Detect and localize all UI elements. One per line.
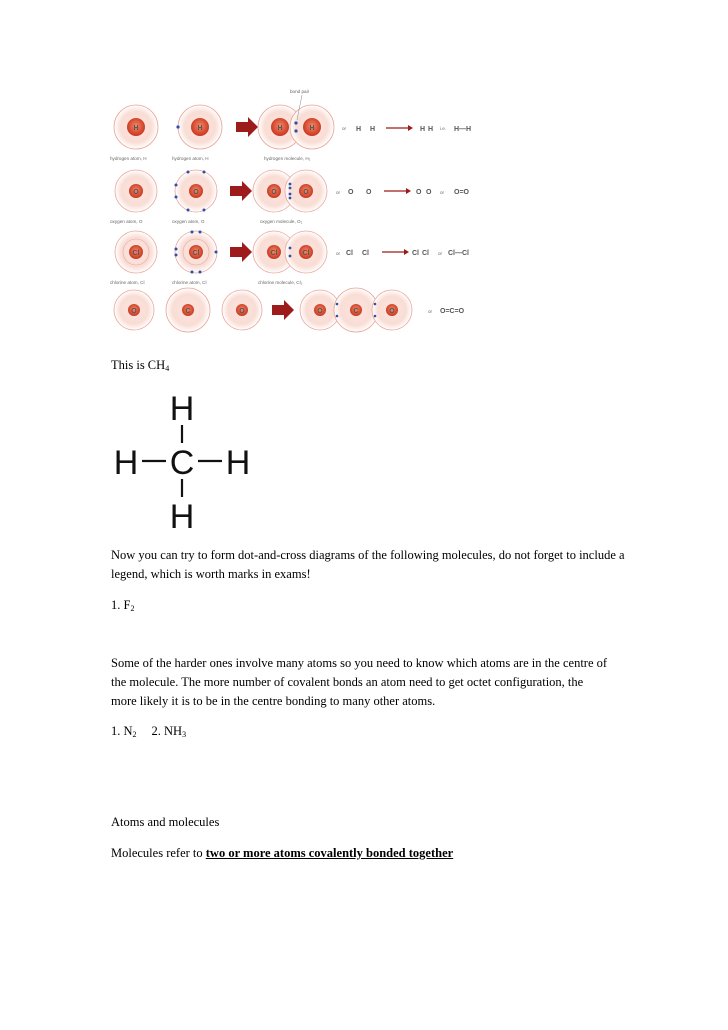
svg-text:or: or — [440, 190, 445, 195]
svg-text:i.e.: i.e. — [440, 126, 447, 131]
svg-text:Cl: Cl — [270, 250, 278, 257]
svg-text:Cl: Cl — [302, 250, 310, 257]
svg-text:O=O: O=O — [454, 189, 469, 196]
svg-text:Cl: Cl — [422, 250, 429, 257]
svg-text:O: O — [416, 189, 422, 196]
svg-text:or: or — [336, 190, 341, 195]
svg-text:or: or — [438, 251, 443, 256]
exercise-list-1: 1. $F_2$ — [111, 598, 135, 613]
svg-text:hydrogen atom, H: hydrogen atom, H — [172, 156, 209, 161]
svg-text:O: O — [348, 189, 354, 196]
svg-text:H: H — [277, 125, 283, 132]
svg-text:H—H: H—H — [454, 126, 472, 133]
oxygen-row — [110, 170, 470, 224]
svg-text:Cl: Cl — [346, 250, 353, 257]
svg-text:oxygen atom, O: oxygen atom, O — [172, 219, 205, 224]
svg-text:O: O — [366, 189, 372, 196]
svg-text:C: C — [185, 308, 191, 315]
methane-structure-figure — [112, 388, 252, 530]
svg-text:or: or — [336, 251, 341, 256]
svg-text:Cl: Cl — [412, 250, 419, 257]
reaction-arrow-icon — [230, 181, 252, 201]
hydrogen-top: H — [169, 390, 195, 428]
svg-text:H: H — [356, 126, 362, 133]
svg-text:Cl: Cl — [132, 250, 140, 257]
svg-text:H: H — [309, 125, 315, 132]
chlorine-row — [110, 231, 469, 286]
covalent-bonding-figure — [108, 84, 480, 338]
hydrogen-bottom: H — [169, 498, 195, 530]
carbon-dioxide-row — [114, 288, 465, 332]
svg-text:hydrogen atom, H: hydrogen atom, H — [110, 156, 147, 161]
svg-text:chlorine atom, Cl: chlorine atom, Cl — [172, 280, 207, 285]
svg-text:O: O — [131, 308, 137, 315]
hydrogen-right: H — [225, 444, 251, 482]
svg-text:oxygen atom, O: oxygen atom, O — [110, 219, 143, 224]
carbon-center: C — [169, 444, 195, 482]
svg-text:O: O — [271, 189, 277, 196]
svg-text:oxygen molecule, O₂: oxygen molecule, O₂ — [260, 219, 303, 224]
harder-molecules-paragraph: Some of the harder ones involve many atoms so you need to know which atoms are in the centre of the molecule. The more number of covalent bonds an atom need to get octet configuration, the more likely it is to be in the centre bonding to many other atoms. — [111, 656, 608, 708]
definition-emphasis: two or more atoms covalently bonded together — [205, 846, 454, 860]
svg-text:O: O — [303, 189, 309, 196]
nucleus-symbol: H — [133, 125, 139, 132]
svg-text:O: O — [389, 308, 395, 315]
svg-text:chlorine molecule, Cl₂: chlorine molecule, Cl₂ — [258, 280, 303, 285]
exercise-list-2: 1. $N_2$ 2. $NH_3$ — [111, 724, 187, 739]
svg-text:O: O — [193, 189, 199, 196]
svg-text:O: O — [426, 189, 432, 196]
svg-text:Cl—Cl: Cl—Cl — [448, 250, 469, 257]
svg-text:O: O — [317, 308, 323, 315]
svg-text:H: H — [420, 126, 426, 133]
hydrogen-left: H — [113, 444, 139, 482]
svg-text:Cl: Cl — [362, 250, 369, 257]
svg-text:or: or — [342, 126, 347, 131]
hydrogen-row — [110, 89, 471, 161]
svg-text:H: H — [428, 126, 434, 133]
section-heading: Atoms and molecules — [111, 815, 220, 829]
svg-text:H: H — [370, 126, 376, 133]
bond-pair-label: bond pair — [290, 89, 310, 94]
nucleus-symbol: H — [197, 125, 203, 132]
svg-text:or: or — [428, 309, 433, 314]
svg-text:hydrogen molecule, H₂: hydrogen molecule, H₂ — [264, 156, 311, 161]
svg-text:Cl: Cl — [192, 250, 200, 257]
svg-text:O: O — [133, 189, 139, 196]
reaction-arrow-icon — [272, 300, 294, 320]
molecules-definition: Molecules refer to two or more atoms covalently bonded together — [111, 846, 454, 860]
instruction-paragraph: Now you can try to form dot-and-cross diagrams of the following molecules, do not forget to include a legend, which is worth marks in exams! — [111, 548, 625, 581]
reaction-arrow-icon — [236, 117, 258, 137]
svg-text:O: O — [239, 308, 245, 315]
reaction-arrow-icon — [230, 242, 252, 262]
svg-text:C: C — [353, 308, 359, 315]
svg-text:O=C=O: O=C=O — [440, 308, 465, 315]
svg-text:chlorine atom, Cl: chlorine atom, Cl — [110, 280, 145, 285]
ch4-caption: This is $CH_4$ — [111, 358, 170, 373]
